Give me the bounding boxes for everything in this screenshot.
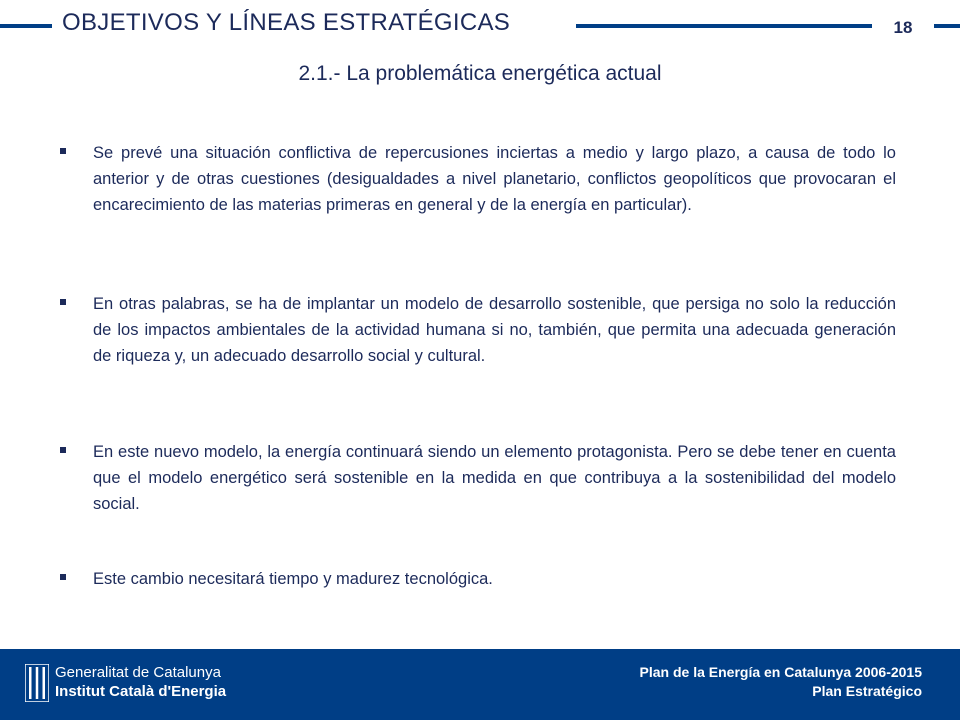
institute-name: Institut Català d'Energia (55, 683, 227, 700)
footer-plan-info (640, 663, 922, 701)
plan-title: Plan de la Energía en Catalunya 2006-2015 (639, 664, 922, 680)
bullet-text: En otras palabras, se ha de implantar un modelo de desarrollo sostenible, que persiga no solo la reducción de los impactos ambientales de la actividad humana si no, también, que permita una adecuada generación de riqueza y, un adecuado desarrollo social y cultural. (93, 295, 896, 365)
bullet-square-icon (60, 148, 66, 154)
bullet-square-icon (60, 447, 66, 453)
generalitat-stripes-icon (25, 664, 49, 702)
bullet-text: Se prevé una situación conflictiva de repercusiones inciertas a medio y largo plazo, a causa de todo lo anterior y de otras cuestiones (desigualdades a nivel planetario, conflictos geopolíticos que provocaran el encarecimiento de las materias primeras en general y de la energía en particular). (93, 144, 896, 214)
bullet-text: En este nuevo modelo, la energía continuará siendo un elemento protagonista. Pero se debe tener en cuenta que el modelo energético será sostenible en la medida en que contribuya a la sostenibilidad del modelo social. (93, 443, 896, 513)
bullet-square-icon (60, 299, 66, 305)
header-title: OBJETIVOS Y LÍNEAS ESTRATÉGICAS (62, 9, 511, 36)
header-rule-left (0, 24, 52, 28)
header-rule-right (934, 24, 960, 28)
page-number: 18 (893, 18, 913, 37)
plan-subtitle: Plan Estratégico (812, 683, 922, 699)
footer-bar (0, 649, 960, 720)
bullet-square-icon (60, 574, 66, 580)
bullet-text: Este cambio necesitará tiempo y madurez tecnológica. (93, 570, 493, 588)
org-name: Generalitat de Catalunya (55, 664, 221, 681)
section-subtitle: 2.1.- La problemática energética actual (298, 62, 662, 85)
header-rule-middle (576, 24, 872, 28)
